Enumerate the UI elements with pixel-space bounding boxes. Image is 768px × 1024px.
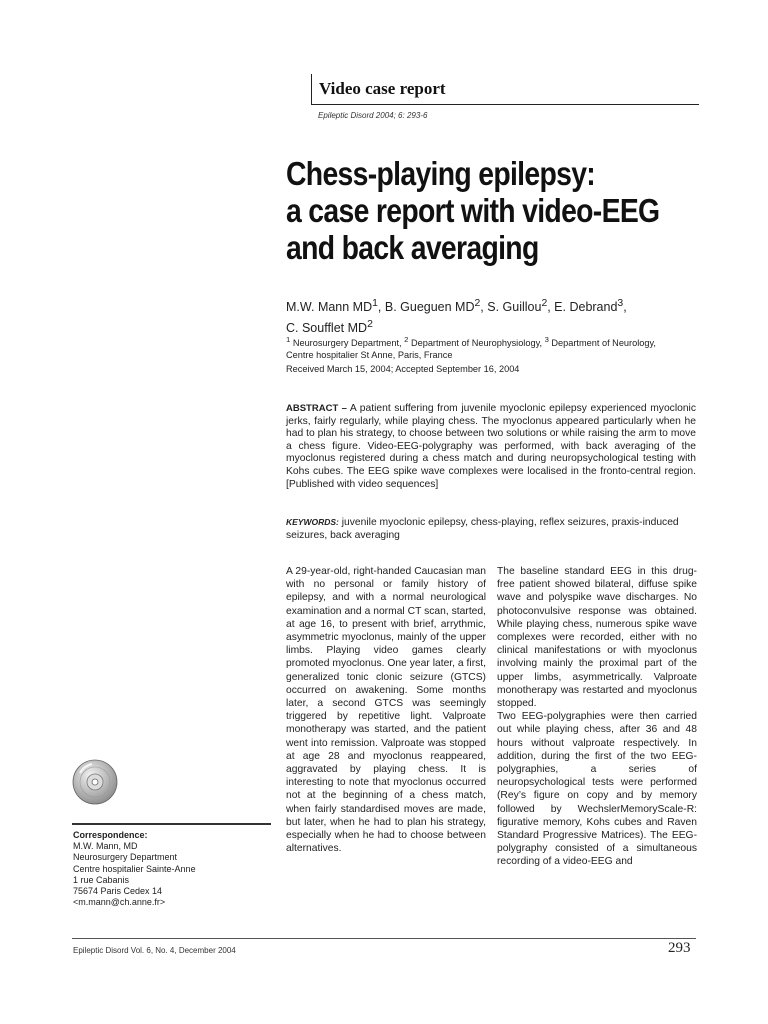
cd-disc-icon: [72, 759, 118, 805]
affiliation-marker: 2: [404, 335, 409, 344]
affiliation-text: Department of Neurology,: [548, 338, 656, 349]
correspondence-rule: [72, 823, 271, 825]
author-name: M.W. Mann MD: [286, 300, 373, 315]
correspondence-email[interactable]: <m.mann@ch.anne.fr>: [73, 897, 166, 908]
abstract: [286, 403, 696, 491]
correspondence-heading: Correspondence:: [73, 830, 148, 840]
keywords-text: juvenile myoclonic epilepsy, chess-playing, reflex seizures, praxis-induced seizures, back averaging: [286, 517, 679, 541]
title-line-2: a case report with video-EEG: [286, 192, 660, 229]
correspondence-line: 75674 Paris Cedex 14: [73, 886, 163, 897]
page-number: 293: [668, 940, 691, 956]
abstract-label: ABSTRACT –: [286, 403, 347, 414]
body-paragraph: The baseline standard EEG in this drug-free patient showed bilateral, diffuse spike wave and polyspike wave discharges. No photoconvulsive response was obtained. While playing chess, numerous spike wave complexes were recorded, either with no clinical manifestations or with myoclonus involving mainly the proximal part of the upper limbs, asymmetrically. Valproate monotherapy was restarted and myoclonus stopped.: [497, 566, 697, 710]
affiliation-marker: 1: [286, 335, 291, 344]
affiliation-institution: Centre hospitalier St Anne, Paris, France: [286, 350, 453, 361]
author-list: [286, 295, 706, 337]
affiliations: [286, 334, 706, 361]
affiliation-marker: 2: [541, 298, 548, 309]
body-paragraph: A 29-year-old, right-handed Caucasian man with no personal or family history of epilepsy, and with a normal neurological examination and a normal CT scan, started, at age 16, to present with brief, arrythmic, asymmetric myoclonus, mainly of the upper limbs. Playing video games clearly promoted myoclonus. One year later, a first, generalized tonic clonic seizure (GTCS) occurred on awakening. Some months later, a second GTCS was seemingly triggered by repetitive light. Valproate monotherapy was started, and the patient went into remission. Valproate was stopped at age 28 and myoclonus reappeared, aggravated by playing chess. It is interesting to note that myoclonus occurred not at the beginning of a chess match, when fairly standardised moves are made, but later, when he had to plan his strategy, especially when he had to choose between alternatives.: [286, 566, 486, 855]
affiliation-marker: 3: [617, 298, 624, 309]
affiliation-marker: 1: [372, 298, 378, 309]
author-name: C. Soufflet MD: [286, 321, 368, 336]
keywords-label: KEYWORDS:: [286, 517, 339, 527]
title-line-3: and back averaging: [286, 229, 539, 266]
section-label: Video case report: [319, 79, 446, 98]
body-column-right: [497, 565, 697, 869]
author-name: , S. Guillou: [480, 300, 542, 315]
title-line-1: Chess-playing epilepsy:: [286, 155, 596, 192]
keywords: [286, 516, 696, 542]
journal-citation: Epileptic Disord 2004; 6: 293-6: [318, 111, 428, 120]
affiliation-marker: 2: [474, 298, 481, 309]
footer-rule: [72, 938, 696, 939]
affiliation-text: Department of Neurophysiology,: [408, 338, 545, 349]
correspondence-block: [73, 830, 273, 908]
article-title: [286, 155, 664, 266]
author-separator: ,: [623, 300, 627, 315]
affiliation-marker: 3: [544, 335, 549, 344]
author-name: , E. Debrand: [547, 300, 618, 315]
abstract-text: A patient suffering from juvenile myoclonic epilepsy experienced myoclonic jerks, fairly regularly, while playing chess. The myoclonus appeared particularly when he had to plan his strategy, to choose between two solutions or while raising the arm to move a chess figure. Video-EEG-polygraphy was performed, with back averaging of the myoclonus registered during a chess match and during neuropsychological testing with Kohs cubes. The EEG spike wave complexes were localised in the fronto-central region. [Published with video sequences]: [286, 403, 696, 490]
correspondence-line: M.W. Mann, MD: [73, 841, 138, 852]
affiliation-text: Neurosurgery Department,: [290, 338, 405, 349]
correspondence-line: Neurosurgery Department: [73, 852, 178, 863]
correspondence-line: 1 rue Cabanis: [73, 874, 130, 885]
affiliation-marker: 2: [367, 319, 373, 331]
footer-journal: Epileptic Disord Vol. 6, No. 4, December 2004: [73, 946, 236, 955]
received-dates: Received March 15, 2004; Accepted September 16, 2004: [286, 364, 520, 374]
author-name: , B. Gueguen MD: [377, 300, 475, 315]
body-paragraph: Two EEG-polygraphies were then carried out while playing chess, after 36 and 48 hours without valproate respectively. In addition, during the first of the two EEG-polygraphies, a series of neuropsychological tests were performed (Rey’s figure on copy and by memory followed by WechslerMemoryScale-R: figurative memory, Kohs cubes and Raven Standard Progressive Matrices). The EEG-polygraphy consisted of a simultaneous recording of a video-EEG and: [497, 711, 697, 868]
correspondence-line: Centre hospitalier Sainte-Anne: [73, 863, 196, 874]
body-column-left: [286, 565, 486, 855]
